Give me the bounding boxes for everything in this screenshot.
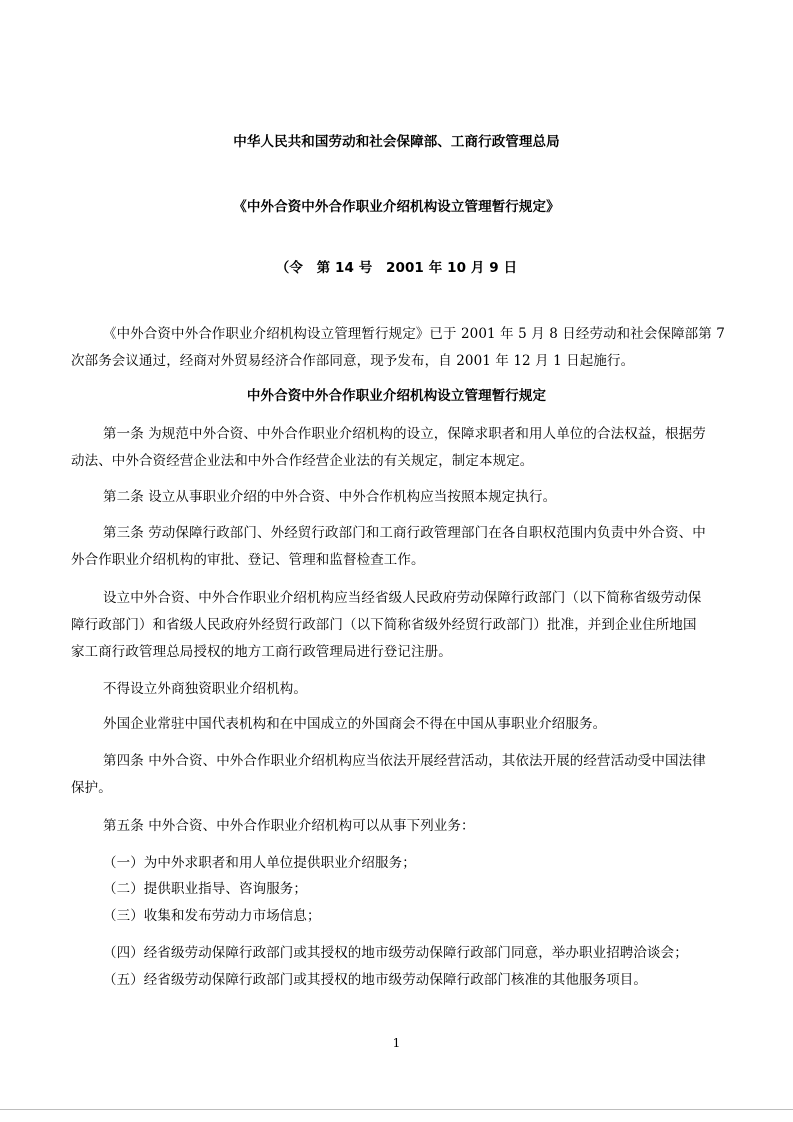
article-1-line: 动法、中外合资经营企业法和中外合作经营企业法的有关规定，制定本规定。 [71,453,534,469]
article-3-paragraph-line: 障行政部门）和省级人民政府外经贸行政部门（以下简称省级外经贸行政部门）批准，并到企业住所地国 [71,617,697,633]
regulation-title: 《中外合资中外合作职业介绍机构设立管理暂行规定》 [233,199,560,215]
document-title: 中外合资中外合作职业介绍机构设立管理暂行规定 [246,388,547,404]
list-item: （三）收集和发布劳动力市场信息； [103,908,321,924]
list-item: （二）提供职业指导、咨询服务； [103,881,307,897]
article-3-paragraph-line: 设立中外合资、中外合作职业介绍机构应当经省级人民政府劳动保障行政部门（以下简称省级劳动保 [103,590,702,606]
article-2: 第二条 设立从事职业介绍的中外合资、中外合作机构应当按照本规定执行。 [103,489,557,505]
preamble-line: 次部务会议通过，经商对外贸易经济合作部同意，现予发布，自 2001 年 12 月 1 日起施行。 [71,353,635,369]
page-bottom-divider [0,1109,793,1110]
article-3-line: 外合作职业介绍机构的审批、登记、管理和监督检查工作。 [71,552,425,568]
list-item: （一）为中外求职者和用人单位提供职业介绍服务； [103,855,416,871]
preamble-line: 《中外合资中外合作职业介绍机构设立管理暂行规定》已于 2001 年 5 月 8 日经劳动和社会保障部第 7 [103,326,725,342]
issuer-heading: 中华人民共和国劳动和社会保障部、工商行政管理总局 [233,134,560,150]
article-1-line: 第一条 为规范中外合资、中外合作职业介绍机构的设立，保障求职者和用人单位的合法权益，根据劳 [103,426,706,442]
list-item: （四）经省级劳动保障行政部门或其授权的地市级劳动保障行政部门同意，举办职业招聘洽谈会； [103,945,688,961]
article-4-line: 保护。 [71,780,112,796]
list-item: （五）经省级劳动保障行政部门或其授权的地市级劳动保障行政部门核准的其他服务项目。 [103,972,647,988]
article-5: 第五条 中外合资、中外合作职业介绍机构可以从事下列业务： [103,818,475,834]
article-3-paragraph: 不得设立外商独资职业介绍机构。 [103,681,307,697]
page-number: 1 [392,1036,401,1050]
article-4-line: 第四条 中外合资、中外合作职业介绍机构应当依法开展经营活动，其依法开展的经营活动受中国法律 [103,753,706,769]
article-3-paragraph-line: 家工商行政管理总局授权的地方工商行政管理局进行登记注册。 [71,644,452,660]
order-number: （令 第 14 号 2001 年 10 月 9 日 [275,260,518,276]
article-3-line: 第三条 劳动保障行政部门、外经贸行政部门和工商行政管理部门在各自职权范围内负责中外合资、中 [103,525,706,541]
article-3-paragraph: 外国企业常驻中国代表机构和在中国成立的外国商会不得在中国从事职业介绍服务。 [103,716,607,732]
